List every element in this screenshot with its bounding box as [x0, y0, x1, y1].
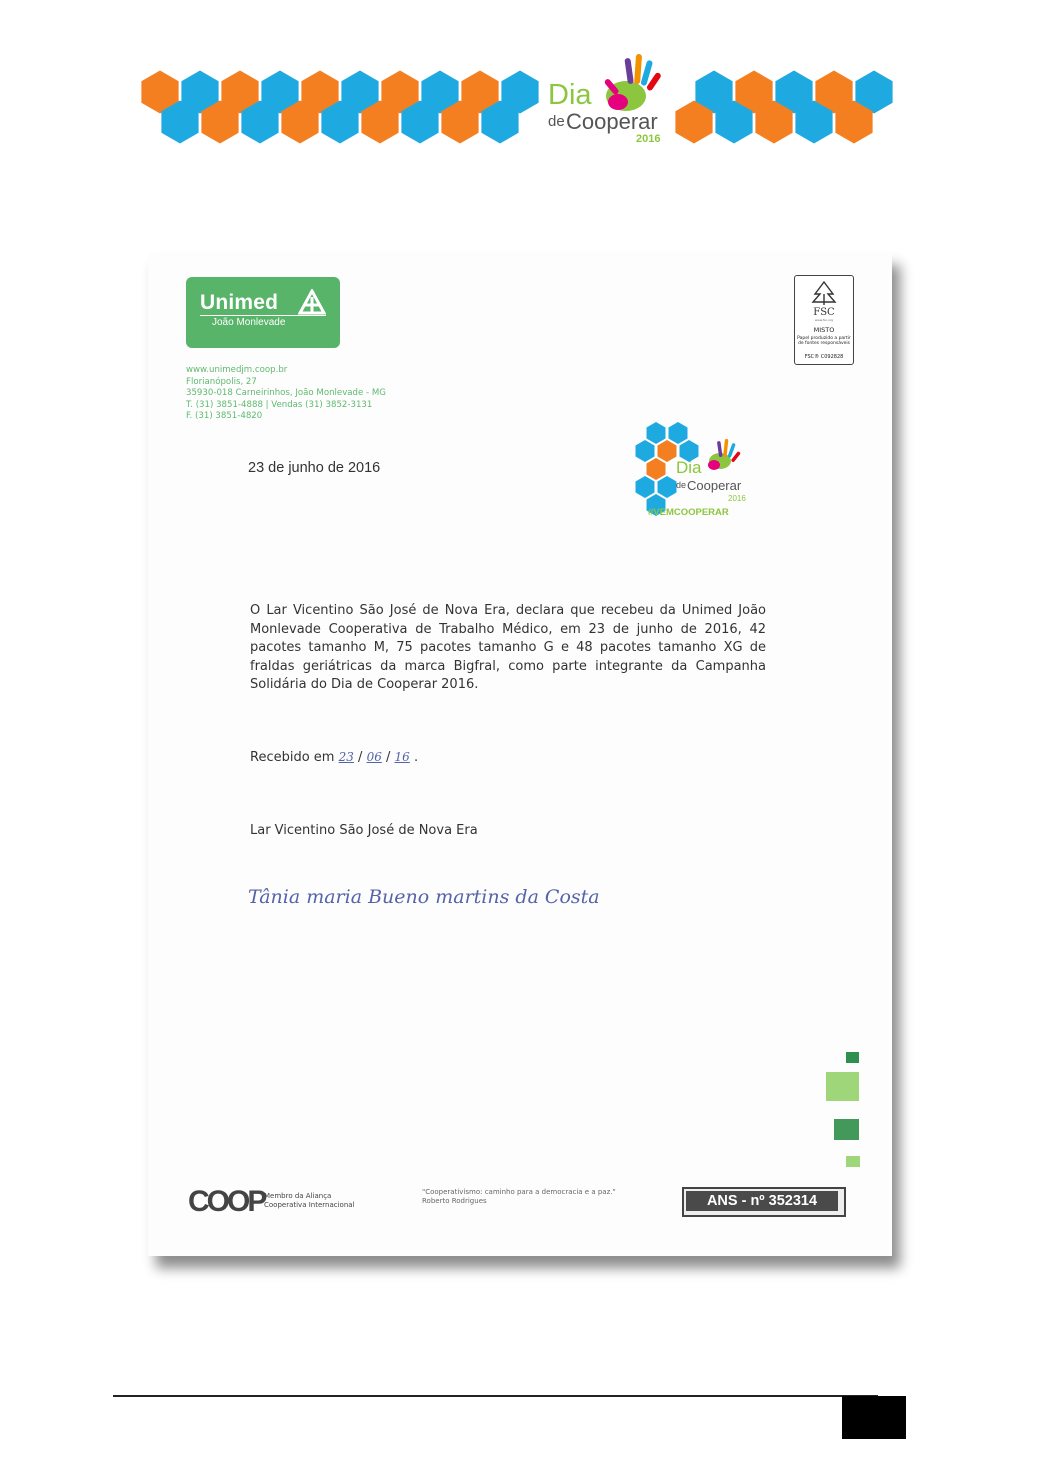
received-label: Recebido em — [250, 750, 335, 765]
fsc-label: FSC — [813, 307, 835, 318]
unimed-divider — [200, 315, 326, 316]
fsc-misto: MISTO — [813, 326, 835, 334]
ans-number: ANS - nº 352314 — [686, 1191, 838, 1211]
received-day: 23 — [338, 750, 354, 764]
campaign-hashtag: #VEMCOOPERAR — [648, 507, 729, 518]
contact-street: Florianópolis, 27 — [186, 376, 257, 387]
handwritten-signature — [248, 877, 608, 917]
fsc-certification-seal — [794, 275, 854, 365]
fsc-tree-icon — [809, 280, 839, 306]
campaign-logo-year: 2016 — [728, 494, 746, 503]
contact-website: www.unimedjm.coop.br — [186, 365, 288, 375]
unimed-logo — [186, 277, 340, 348]
decor-square — [826, 1072, 859, 1101]
unimed-name: Unimed — [200, 291, 279, 314]
unimed-tree-icon — [298, 289, 326, 315]
unimed-unit: João Monlevade — [212, 317, 286, 328]
contact-block — [186, 365, 386, 423]
dia-de-cooperar-banner — [138, 50, 894, 146]
decor-square — [846, 1156, 860, 1167]
contact-city: 35930-018 Carneirinhos, João Monlevade - MG — [186, 388, 386, 398]
campaign-logo — [628, 417, 758, 519]
campaign-hexagon — [636, 440, 655, 462]
contact-fax: F. (31) 3851-4820 — [186, 411, 263, 421]
campaign-logo-dia: Dia — [676, 458, 702, 477]
letter-date: 23 de junho de 2016 — [248, 460, 381, 476]
footer-quote — [422, 1188, 616, 1206]
fsc-code: FSC® C092828 — [804, 354, 844, 360]
institution-name: Lar Vicentino São José de Nova Era — [250, 823, 478, 838]
fsc-description: Papel produzido a partir de fontes responsáveis — [797, 336, 851, 347]
quote-author: Roberto Rodrigues — [422, 1197, 487, 1205]
campaign-logo-de: de — [676, 480, 687, 490]
campaign-hexagon — [647, 422, 666, 444]
campaign-hexagon — [658, 440, 677, 462]
logo-year: 2016 — [636, 133, 661, 145]
quote-text: "Cooperativismo: caminho para a democracia e a paz." — [422, 1188, 616, 1196]
campaign-logo-cooperar: Cooperar — [687, 478, 742, 493]
scanned-letter — [148, 253, 892, 1256]
received-line: Recebido em 23 / 06 / 16 . — [250, 750, 419, 765]
received-year: 16 — [394, 750, 410, 764]
coop-member-line2: Cooperativa Internacional — [264, 1201, 355, 1209]
logo-de: de — [548, 113, 565, 130]
coop-member-line1: Membro da Aliança — [264, 1192, 332, 1200]
contact-phone: T. (31) 3851-4888 | Vendas (31) 3852-3131 — [186, 399, 373, 410]
ans-registration-badge — [682, 1187, 846, 1217]
dia-de-cooperar-logo — [548, 54, 662, 145]
coop-word: COOP — [188, 1185, 265, 1218]
declaration-body: O Lar Vicentino São José de Nova Era, declara que recebeu da Unimed João Monlevade Cooperativa de Trabalho Médico, em 23 de junho de 2016, 42 pacotes tamanho M, 75 pacotes tamanho G e 48 pacotes tamanho XG de fraldas geriátricas da marca Bigfral, como parte integrante da Campanha Solidária do Dia de Cooperar 2016. — [250, 603, 766, 692]
fsc-website: www.fsc.org — [814, 318, 834, 322]
campaign-hexagon — [669, 422, 688, 444]
footer-rule — [113, 1395, 878, 1397]
campaign-hexagon — [647, 458, 666, 480]
decor-square — [834, 1119, 859, 1140]
received-month: 06 — [366, 750, 382, 764]
campaign-hexagon — [636, 476, 655, 498]
logo-dia: Dia — [548, 79, 592, 111]
page-number-box — [842, 1396, 906, 1439]
signature-text: Tânia maria Bueno martins da Costa — [248, 886, 600, 908]
decor-square — [846, 1052, 859, 1063]
campaign-hexagon — [658, 476, 677, 498]
logo-cooperar: Cooperar — [566, 109, 658, 134]
coop-member-text — [264, 1192, 355, 1210]
